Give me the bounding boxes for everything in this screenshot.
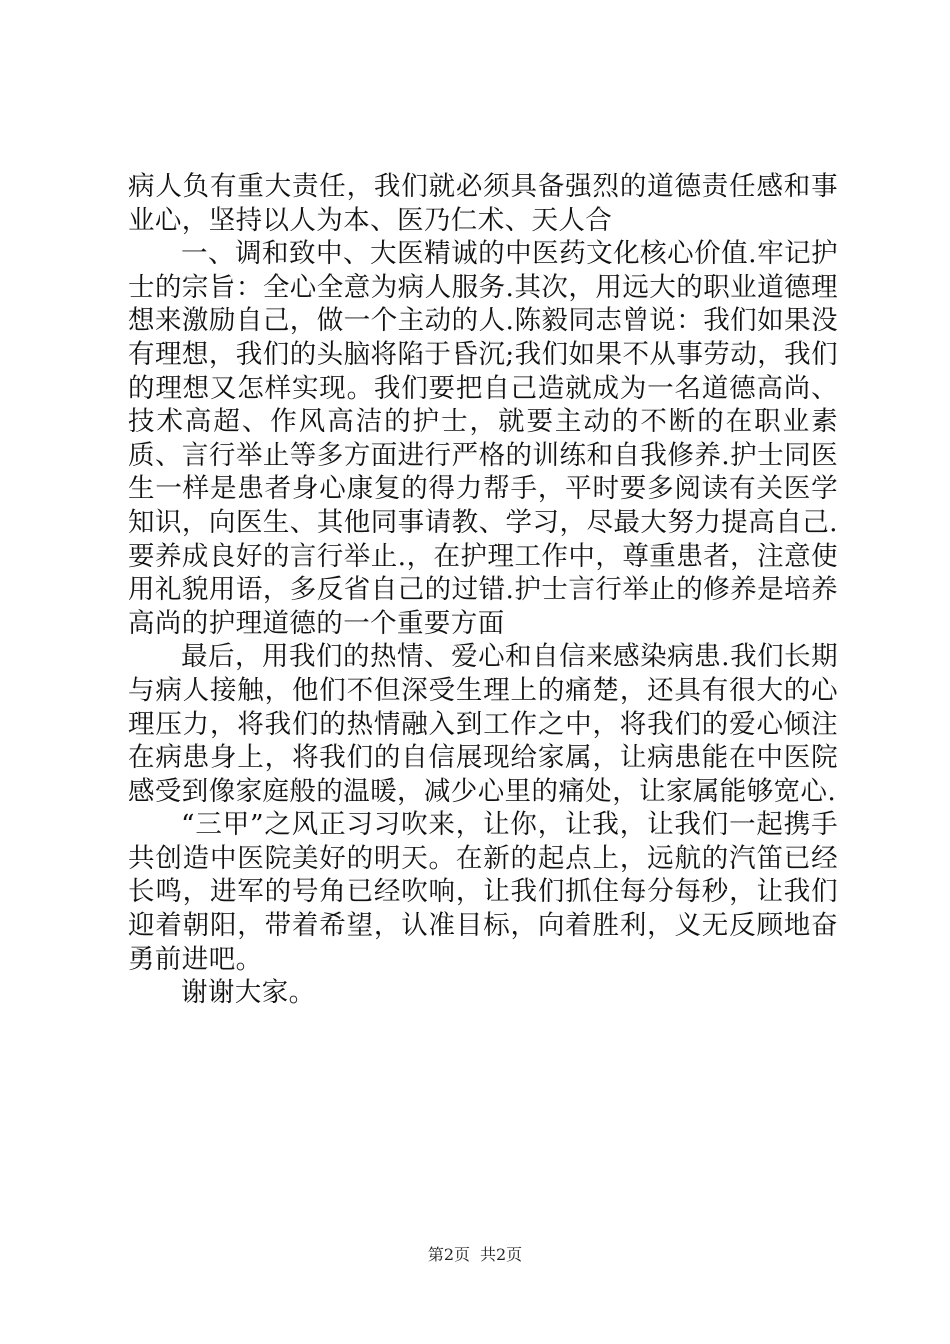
- paragraph-2: 一、调和致中、大医精诚的中医药文化核心价值.牢记护士的宗旨：全心全意为病人服务.其次，用远大的职业道德理想来激励自己，做一个主动的人.陈毅同志曾说：我们如果没有理想，我们的头脑将陷于昏沉;我们如果不从事劳动，我们的理想又怎样实现。我们要把自己造就成为一名道德高尚、技术高超、作风高洁的护士，就要主动的不断的在职业素质、言行举止等多方面进行严格的训练和自我修养.护士同医生一样是患者身心康复的得力帮手，平时要多阅读有关医学知识，向医生、其他同事请教、学习，尽最大努力提高自己.要养成良好的言行举止.，在护理工作中，尊重患者，注意使用礼貌用语，多反省自己的过错.护士言行举止的修养是培养高尚的护理道德的一个重要方面: [128, 238, 838, 639]
- paragraph-1: 病人负有重大责任，我们就必须具备强烈的道德责任感和事业心，坚持以人为本、医乃仁术、天人合: [128, 171, 838, 236]
- page-number-current: 第2页: [427, 1245, 470, 1264]
- page-footer: [0, 1242, 950, 1265]
- paragraph-4: “三甲”之风正习习吹来，让你，让我，让我们一起携手共创造中医院美好的明天。在新的起点上，远航的汽笛已经长鸣，进军的号角已经吹响，让我们抓住每分每秒，让我们迎着朝阳，带着希望，认准目标，向着胜利，义无反顾地奋勇前进吧。: [128, 809, 838, 975]
- document-body: [128, 170, 838, 1010]
- page-number-total: 共2页: [480, 1245, 523, 1264]
- paragraph-5: 谢谢大家。: [181, 977, 316, 1009]
- paragraph-3: 最后，用我们的热情、爱心和自信来感染病患.我们长期与病人接触，他们不但深受生理上的痛楚，还具有很大的心理压力，将我们的热情融入到工作之中，将我们的爱心倾注在病患身上，将我们的自信展现给家属，让病患能在中医院感受到像家庭般的温暖，减少心里的痛处，让家属能够宽心.: [128, 641, 838, 807]
